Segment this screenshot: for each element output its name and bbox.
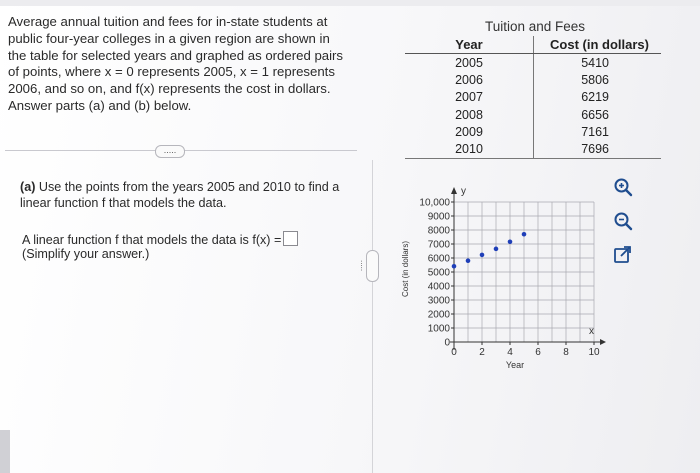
prompt-line: Average annual tuition and fees for in-state students at [8, 14, 328, 29]
data-point [480, 253, 485, 258]
zoom-in-icon[interactable] [612, 176, 634, 198]
cost-cell: 5806 [581, 72, 609, 87]
prompt-line: the table for selected years and graphed as ordered pairs [8, 47, 344, 63]
x-tick-label: 4 [507, 347, 513, 358]
cost-cell: 7696 [534, 140, 662, 158]
zoom-out-icon[interactable] [612, 210, 634, 232]
chart-axes [450, 187, 606, 350]
expand-button[interactable]: ..... [155, 145, 185, 158]
cost-cell: 6656 [581, 107, 609, 122]
x-tick-label: 0 [451, 347, 457, 358]
answer-input[interactable] [283, 231, 298, 246]
y-tick-label: 3000 [427, 295, 450, 307]
y-tick-label: 7000 [427, 239, 450, 251]
side-panel-handle[interactable] [366, 250, 379, 282]
y-tick-label: 5000 [427, 267, 450, 279]
data-points [452, 232, 527, 269]
data-point [466, 258, 471, 263]
x-axis-letter: x [589, 326, 594, 337]
chart-grid [454, 202, 594, 342]
year-cell: 2006 [405, 71, 534, 88]
x-tick-label: 8 [563, 347, 569, 358]
part-a-line [20, 180, 350, 196]
table-row [405, 123, 661, 140]
year-cell: 2007 [405, 89, 534, 106]
y-tick-label: 0 [444, 337, 450, 349]
table-row [405, 89, 661, 106]
y-axis-letter: y [461, 186, 466, 197]
answer-line [22, 231, 298, 247]
x-tick-label: 6 [535, 347, 541, 358]
data-point [452, 264, 457, 269]
y-tick-label: 6000 [427, 253, 450, 265]
table-caption: Tuition and Fees [485, 19, 586, 34]
simplify-hint: (Simplify your answer.) [22, 247, 150, 261]
cost-header: Cost (in dollars) [534, 36, 662, 54]
x-tick-label: 2 [479, 347, 485, 358]
year-cell: 2010 [405, 140, 534, 158]
part-a-label: (a) [20, 180, 36, 194]
top-strip [0, 0, 700, 6]
answer-prefix: A linear function f that models the data is f(x) = [22, 233, 282, 247]
year-cell: 2009 [405, 123, 534, 140]
y-tick-label: 8000 [427, 225, 450, 237]
prompt-line: Answer parts (a) and (b) below. [8, 97, 192, 113]
pane-divider [372, 160, 373, 473]
y-tick-label: 2000 [427, 309, 450, 321]
y-tick-label: 1000 [427, 323, 450, 335]
prompt-line: 2006, and so on, and f(x) represents the cost in dollars. [8, 81, 331, 97]
question-prompt [8, 14, 353, 115]
part-a-line-2: linear function f that models the data. [20, 195, 227, 210]
x-axis-title: Year [505, 360, 525, 370]
fees-table [405, 36, 661, 159]
prompt-line: public four-year colleges in a given region are shown in [8, 30, 330, 46]
cost-cell: 6219 [581, 90, 609, 105]
scatter-chart [395, 182, 610, 372]
data-point [494, 247, 499, 252]
fees-table-container [405, 36, 661, 159]
year-cell: 2005 [405, 54, 534, 72]
scroll-edge [0, 430, 10, 473]
data-point [508, 239, 513, 244]
table-row [405, 106, 661, 123]
x-tick-labels [451, 342, 600, 358]
popout-icon[interactable] [612, 244, 634, 266]
x-axis-arrow [600, 339, 606, 345]
y-tick-label: 10,000 [419, 197, 450, 209]
cost-cell: 5410 [581, 55, 609, 70]
table-row [405, 54, 661, 72]
y-axis-title: Cost (in dollars) [401, 240, 410, 298]
cost-cell: 7161 [581, 124, 609, 139]
year-header: Year [405, 36, 534, 54]
x-tick-label: 10 [588, 347, 600, 358]
table-row [405, 140, 661, 158]
prompt-line: of points, where x = 0 represents 2005, x = 1 represents [8, 64, 335, 80]
y-tick-label: 9000 [427, 211, 450, 223]
table-row [405, 71, 661, 88]
y-axis-arrow [451, 187, 457, 194]
y-tick-label: 4000 [427, 281, 450, 293]
year-cell: 2008 [405, 106, 534, 123]
part-a-text: Use the points from the years 2005 and 2010 to find a [35, 180, 340, 194]
part-a-instructions [20, 180, 350, 211]
y-tick-labels [419, 198, 454, 349]
data-point [522, 232, 527, 237]
